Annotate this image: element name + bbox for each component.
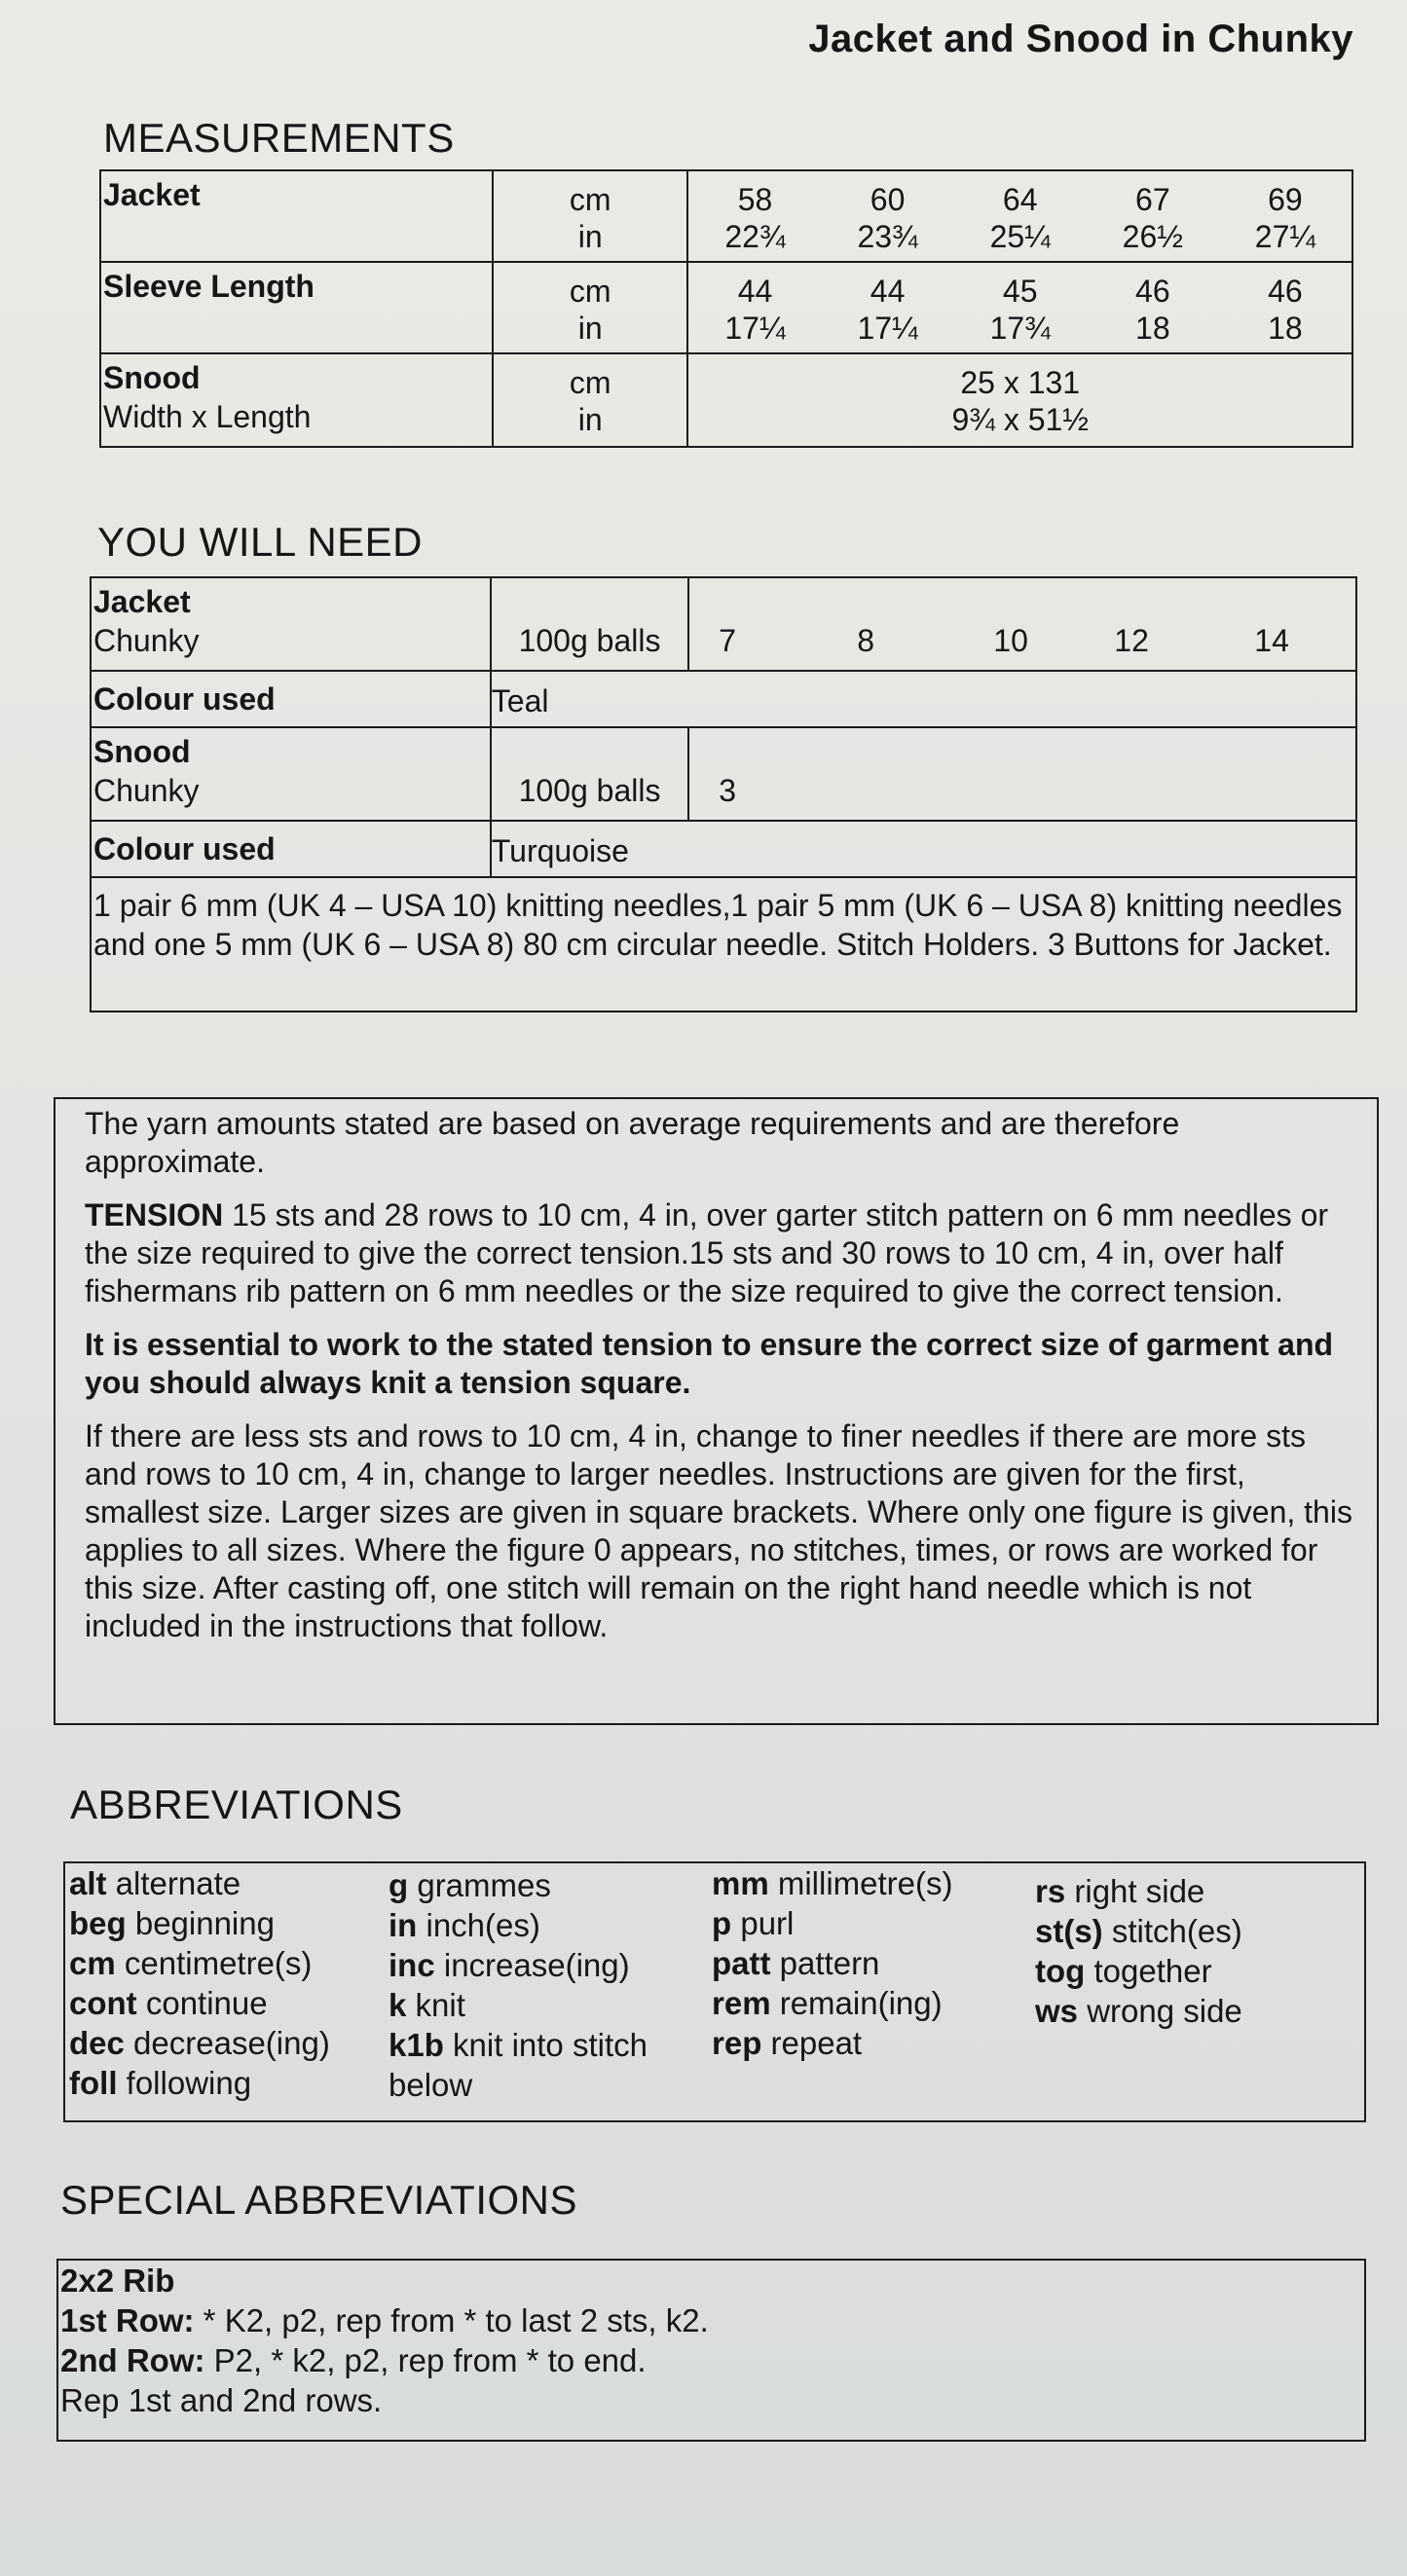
special-abbreviations-heading: SPECIAL ABBREVIATIONS [60,2177,578,2223]
jacket-ball-counts: 7 8 10 12 14 [719,623,1289,658]
list-item: k1b knit into stitch [389,2027,648,2063]
needles-text: 1 pair 6 mm (UK 4 – USA 10) knitting needles,1 pair 5 mm (UK 6 – USA 8) knitting needles and one 5 mm (UK 6 – USA 8) 80 cm circular needle. Stitch Holders. 3 Buttons for Jacket. [93,888,1343,962]
table-row [91,727,1356,821]
jacket-yarn: Chunky [93,623,200,658]
tension-label: TENSION [85,1197,224,1233]
colour-used-label: Colour used [93,681,276,717]
rib-title: 2x2 Rib [60,2263,175,2299]
unit-cell: cm in [569,274,611,346]
tension-paragraph [85,1196,1365,1310]
list-item: beg beginning [69,1905,275,1941]
snood-colour-value: Turquoise [491,833,629,868]
essential-note: It is essential to work to the stated tension to ensure the correct size of garment and you should always knit a tension square. [85,1327,1334,1400]
row-label-jacket: Jacket [103,177,201,212]
list-item: k knit [389,1987,465,2023]
table-row [91,671,1356,727]
table-row [91,577,1356,671]
table-row [100,262,1352,353]
abbreviations-column [1035,1871,1242,2031]
size-values: 58 22¾ 60 23¾ 64 25¼ 67 26½ 69 27¼ [724,182,1316,254]
page-title: Jacket and Snood in Chunky [808,18,1353,60]
colour-used-label: Colour used [93,831,276,866]
abbreviations-column [389,1865,648,2105]
list-item: below [389,2067,473,2103]
sizes-note: If there are less sts and rows to 10 cm, 4 in, change to finer needles if there are more sts and rows to 10 cm, 4 in, change to larger needles. Instructions are given for the first, smallest size. Larger sizes are given in square brackets. Where only one figure is given, this applies to all sizes. Where the figure 0 appears, no stitches, times, or rows are worked for this size. After casting off, one stitch will remain on the right hand needle which is not included in the instructions that follow. [85,1418,1352,1643]
list-item: cm centimetre(s) [69,1945,313,1981]
list-item: alt alternate [69,1865,241,1901]
list-item: st(s) stitch(es) [1035,1913,1242,1949]
you-will-need-heading: YOU WILL NEED [97,519,424,565]
table-row [100,353,1352,447]
list-item: in inch(es) [389,1907,540,1943]
list-item: foll following [69,2065,252,2101]
unit-cell: cm in [569,365,611,437]
snood-ball-counts: 3 [719,773,737,808]
tension-text: 15 sts and 28 rows to 10 cm, 4 in, over garter stitch pattern on 6 mm needles or the size required to give the correct tension.15 sts and 30 rows to 10 cm, 4 in, over half fishermans rib pattern on 6 mm needles or the size required to give the correct tension. [85,1197,1329,1308]
jacket-label: Jacket [93,584,191,619]
list-item: g grammes [389,1867,551,1903]
list-item: patt pattern [712,1945,880,1981]
list-item: rs right side [1035,1873,1205,1909]
yarn-amount-note: The yarn amounts stated are based on average requirements and are therefore approximate. [85,1106,1180,1179]
rib-row-2: 2nd Row: P2, * k2, p2, rep from * to end. [60,2342,647,2378]
list-item: tog together [1035,1953,1212,1989]
list-item: inc increase(ing) [389,1947,630,1983]
list-item: cont continue [69,1985,268,2021]
rib-row-1: 1st Row: * K2, p2, rep from * to last 2 sts, k2. [60,2302,709,2338]
list-item: ws wrong side [1035,1993,1242,2029]
row-sublabel-width-length: Width x Length [103,399,312,434]
snood-yarn: Chunky [93,773,200,808]
balls-unit: 100g balls [518,773,661,808]
row-label-sleeve-length: Sleeve Length [103,269,315,304]
list-item: dec decrease(ing) [69,2025,330,2061]
rib-repeat: Rep 1st and 2nd rows. [60,2382,383,2418]
abbreviations-column [69,1863,330,2103]
snood-size-value: 25 x 131 9¾ x 51½ [951,365,1089,437]
measurements-table [99,169,1353,448]
abbreviations-heading: ABBREVIATIONS [70,1782,403,1827]
unit-cell: cm in [569,182,611,254]
list-item: mm millimetre(s) [712,1865,953,1901]
list-item: rem remain(ing) [712,1985,943,2021]
list-item: p purl [712,1905,795,1941]
measurements-heading: MEASUREMENTS [103,115,455,161]
list-item: rep repeat [712,2025,863,2061]
jacket-colour-value: Teal [491,683,549,718]
table-row [91,877,1356,1012]
balls-unit: 100g balls [518,623,661,658]
table-row [91,821,1356,877]
row-label-snood: Snood [103,360,201,395]
abbreviations-box [63,1861,1366,2122]
special-abbreviations-box [56,2259,1366,2442]
abbreviations-column [712,1863,953,2063]
table-row [100,170,1352,262]
you-will-need-table [90,576,1357,1012]
snood-label: Snood [93,734,191,769]
size-values: 44 17¼ 44 17¼ 45 17¾ 46 18 46 18 [724,274,1303,346]
tension-info-box [54,1097,1379,1725]
